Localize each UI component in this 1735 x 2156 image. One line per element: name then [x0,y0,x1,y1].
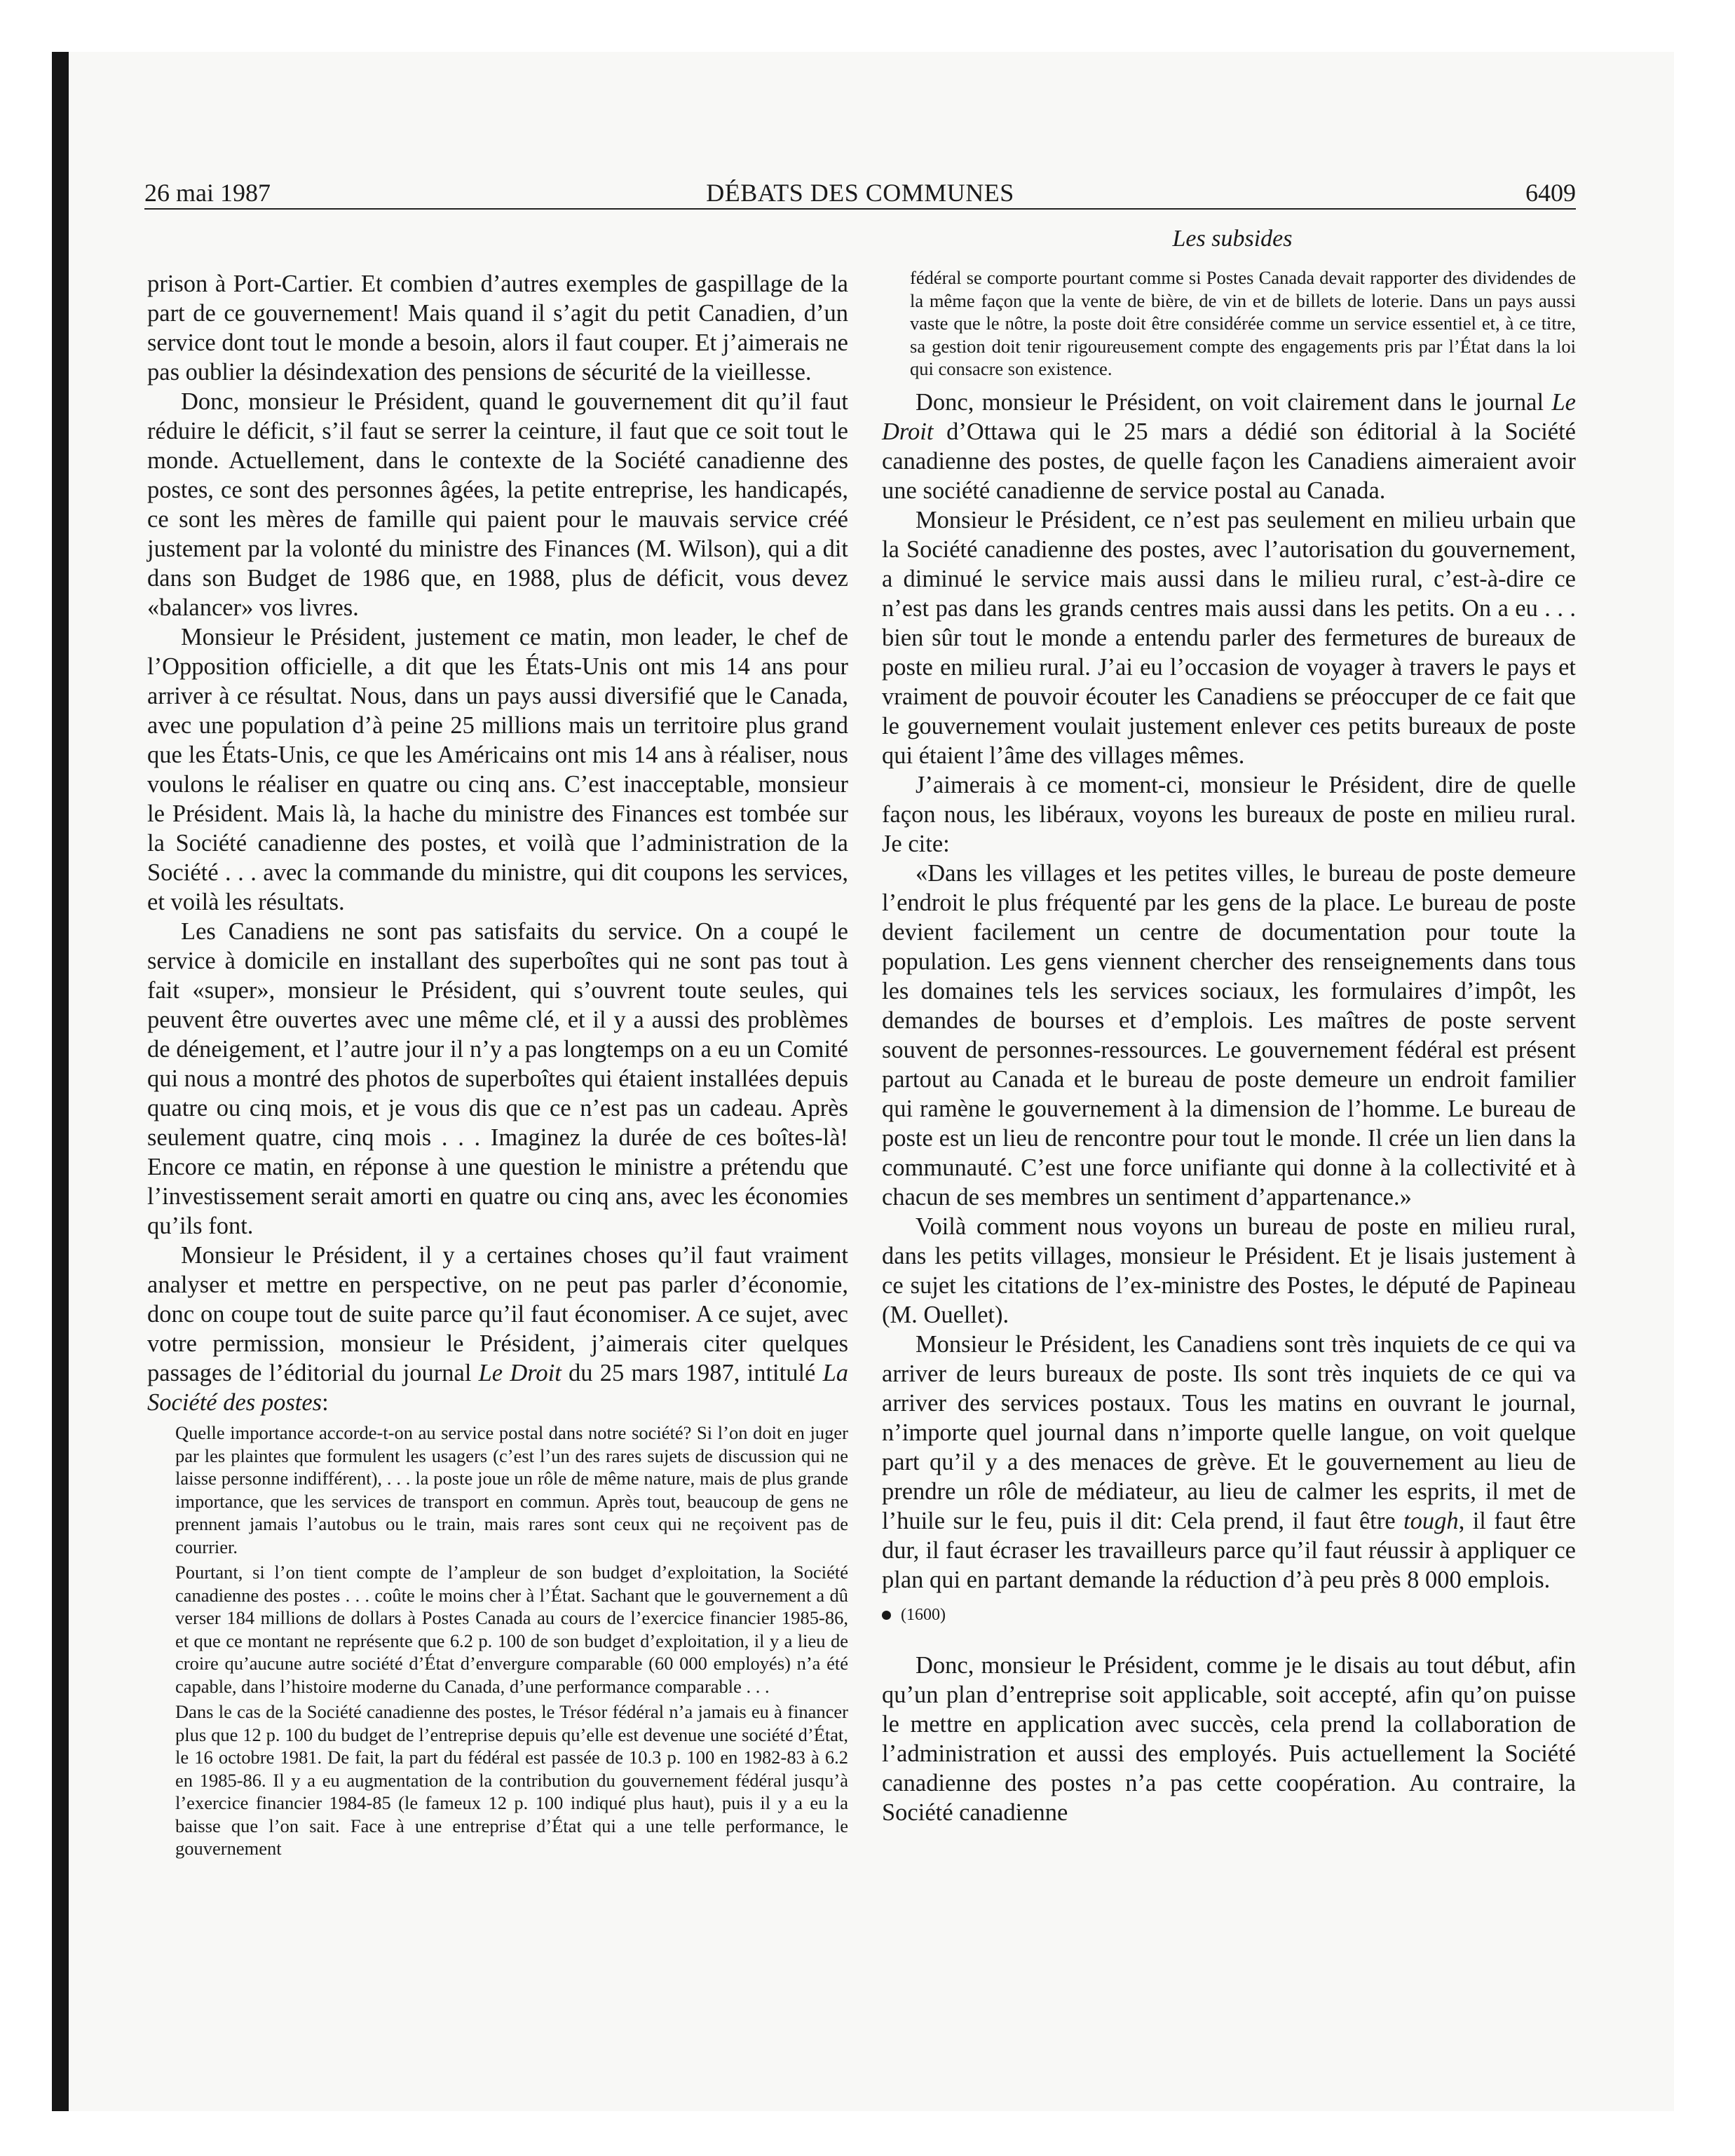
paragraph [882,388,1576,505]
quote-paragraph: Pourtant, si l’on tient compte de l’ampleur de son budget d’exploitation, la Société canadienne des postes . . . coûte le moins cher à l’État. Sachant que le gouvernement a dû verser 184 millions de dollars à Postes Canada au cours de l’exercice financier 1985-86, et que ce montant ne représente que 6.2 p. 100 de son budget d’exploitation, il y a lieu de croire qu’aucune autre société d’État d’envergure comparable (60 000 employés) n’a été capable, dans l’histoire moderne du Canada, d’une performance comparable . . . [175,1562,848,1697]
left-column [147,269,848,1864]
block-quote-continued [910,266,1576,381]
right-column [882,266,1576,1827]
time-marker [882,1604,1576,1625]
paragraph-text: Donc, monsieur le Président, on voit clairement dans le journal [916,388,1552,416]
page-header [144,175,1576,210]
block-quote [175,1421,848,1860]
paragraph: Donc, monsieur le Président, quand le gouvernement dit qu’il faut réduire le déficit, s’il faut se serrer la ceinture, il faut que ce soit tout le monde. Actuellement, dans le contexte de la Société canadienne des postes, ce sont des personnes âgées, la petite entreprise, les handicapés, ce sont les mères de famille qui paient pour le mauvais service créé justement par la volonté du ministre des Finances (M. Wilson), qui a dit dans son Budget de 1986 que, en 1988, plus de déficit, vous devez «balancer» vos livres. [147,388,848,621]
paragraph [147,1241,848,1417]
time-marker-text: (1600) [901,1605,946,1624]
header-title: DÉBATS DES COMMUNES [706,179,1014,207]
quote-paragraph: Dans le cas de la Société canadienne des postes, le Trésor fédéral n’a jamais eu à financer plus que 12 p. 100 du budget de l’entreprise depuis qu’elle est devenue une société d’État, le 16 octobre 1981. De fait, la part du fédéral est passée de 10.3 p. 100 en 1982-83 à 6.2 en 1985-86. Il y a eu augmentation de la contribution du gouvernement fédéral jusqu’à l’exercice financier 1984-85 (le fameux 12 p. 100 indiqué plus haut), puis il y a eu la baisse que l’on sait. Face à une entreprise d’État qui a une telle performance, le gouvernement [175,1701,848,1859]
quoted-paragraph: «Dans les villages et les petites villes, le bureau de poste demeure l’endroit le plus fréquenté par les gens de la place. Le bureau de poste devient facilement un centre de documentation pour toute la population. Les gens viennent chercher des renseignements dans tous les domaines tels les services sociaux, les formulaires d’impôt, les demandes de bourses et d’emplois. Les maîtres de poste servent souvent de personnes-ressources. Le gouvernement fédéral est présent partout au Canada et le bureau de poste demeure un endroit familier qui ramène le gouvernement à la dimension de l’homme. Le bureau de poste est un lieu de rencontre pour tout le monde. Il crée un lien dans la communauté. C’est une force unifiante qui donne à la collectivité et à chacun de ses membres un sentiment d’appartenance.» [882,859,1576,1210]
paragraph-text: , il faut être dur, il faut écraser les travailleurs parce qu’il faut réussir à appliquer ce plan qui en partant demande la réduction d’à peu près 8 000 emplois. [882,1507,1576,1593]
editorial-title: La Société des postes [147,1360,848,1416]
emphasis-word: tough [1403,1507,1459,1534]
paragraph: Monsieur le Président, justement ce matin, mon leader, le chef de l’Opposition officielle, a dit que les États-Unis ont mis 14 ans pour arriver à ce résultat. Nous, dans un pays aussi diversifié que le Canada, avec une population d’à peine 25 millions mais un territoire plus grand que les États-Unis, ce que les Américains ont mis 14 ans à réaliser, nous voulons le réaliser en quatre ou cinq ans. C’est inacceptable, monsieur le Président. Mais là, la hache du ministre des Finances est tombée sur la Société canadienne des postes, et voilà que l’administration de la Société . . . avec la commande du ministre, qui dit coupons les services, et voilà les résultats. [147,624,848,915]
header-page-number: 6409 [1525,179,1576,207]
paragraph: Les Canadiens ne sont pas satisfaits du service. On a coupé le service à domicile en installant des superboîtes qui ne sont pas tout à fait «super», monsieur le Président, qui s’ouvrent toute seules, qui peuvent être ouvertes avec une même clé, et il y a aussi des problèmes de déneigement, et l’autre jour il n’y a pas longtemps on a eu un Comité qui nous a montré des photos de superboîtes qui étaient installées depuis quatre ou cinq mois, et je vous dis que ce n’est pas un cadeau. Après seulement quatre, cinq mois . . . Imaginez la durée de ces boîtes-là! Encore ce matin, en réponse à une question le ministre a prétendu que l’investissement serait amorti en quatre ou cinq ans, avec les économies qu’ils font. [147,918,848,1239]
paragraph: Voilà comment nous voyons un bureau de poste en milieu rural, dans les petits villages, monsieur le Président. Et je lisais justement à ce sujet les citations de l’ex-ministre des Postes, le député de Papineau (M. Ouellet). [882,1213,1576,1328]
quote-paragraph: fédéral se comporte pourtant comme si Postes Canada devait rapporter des dividendes de la même façon que la vente de bière, de vin et de billets de loterie. Dans un pays aussi vaste que le nôtre, la poste doit être considérée comme un service essentiel et, à ce titre, sa gestion doit tenir rigoureusement compte des engagements pris par l’État dans la loi qui consacre son existence. [910,267,1576,379]
paragraph-text: : [322,1389,329,1416]
paragraph: Donc, monsieur le Président, comme je le disais au tout début, afin qu’un plan d’entreprise soit applicable, soit accepté, afin qu’on puisse le mettre en application avec succès, cela prend la collaboration de l’administration et aussi des employés. Puis actuellement la Société canadienne des postes n’a pas cette coopération. Au contraire, la Société canadienne [882,1651,1576,1826]
paragraph-text: du 25 mars 1987, intitulé [561,1360,823,1386]
header-date: 26 mai 1987 [144,179,271,207]
paragraph: J’aimerais à ce moment-ci, monsieur le Président, dire de quelle façon nous, les libéraux, voyons les bureaux de poste en milieu rural. Je cite: [882,771,1576,857]
bullet-dot-icon [882,1611,891,1620]
paragraph: Monsieur le Président, ce n’est pas seulement en milieu urbain que la Société canadienne des postes, avec l’autorisation du gouvernement, a diminué le service mais aussi dans le milieu rural, c’est-à-dire ce n’est pas dans les grands centres mais aussi dans les petits. On a eu . . . bien sûr tout le monde a entendu parler des fermetures de bureaux de poste en milieu rural. J’ai eu l’occasion de voyager à travers le pays et vraiment de pouvoir écouter les Canadiens se préoccuper de ce fait que le gouvernement voulait justement enlever ces petits bureaux de poste qui étaient l’âme des villages mêmes. [882,506,1576,769]
paragraph-text: d’Ottawa qui le 25 mars a dédié son éditorial à la Société canadienne des postes, de quelle façon les Canadiens aimeraient avoir une société canadienne de service postal au Canada. [882,418,1576,504]
paragraph [882,1330,1576,1595]
scan-edge-bar [52,52,69,2111]
paragraph: prison à Port-Cartier. Et combien d’autres exemples de gaspillage de la part de ce gouvernement! Mais quand il s’agit du petit Canadien, d’un service dont tout le monde a besoin, alors il faut couper. Et j’aimerais ne pas oublier la désindexation des pensions de sécurité de la vieillesse. [147,271,848,386]
section-title: Les subsides [1172,226,1293,252]
header-rule [144,208,1576,210]
paragraph-text: Monsieur le Président, il y a certaines choses qu’il faut vraiment analyser et mettre en perspective, on ne peut pas parler d’économie, donc on coupe tout de suite parce qu’il faut économiser. A ce sujet, avec votre permission, monsieur le Président, j’aimerais citer quelques passages de l’éditorial du journal [147,1242,848,1386]
paragraph-text: Monsieur le Président, les Canadiens sont très inquiets de ce qui va arriver de leurs bureaux de poste. Ils sont très inquiets de ce qui va arriver des services postaux. Tous les matins en ouvrant le journal, n’importe quel journal dans n’importe quelle langue, on voit quelque part qu’il y a des menaces de grève. Et le gouvernement au lieu de prendre un rôle de médiateur, au lieu de calmer les esprits, il met de l’huile sur le feu, puis il dit: Cela prend, il faut être [882,1330,1576,1534]
quote-paragraph: Quelle importance accorde-t-on au service postal dans notre société? Si l’on doit en juger par les plaintes que formulent les usagers (c’est l’un des rares sujets de discussion qui ne laisse personne indifférent), . . . la poste joue un rôle de même nature, mais de plus grande importance, que les services de transport en commun. Après tout, beaucoup de gens ne prennent jamais l’autobus ou le train, mais rares sont ceux qui ne reçoivent pas de courrier. [175,1422,848,1557]
journal-name: Le Droit [478,1360,562,1386]
journal-name: Le Droit [882,388,1576,445]
